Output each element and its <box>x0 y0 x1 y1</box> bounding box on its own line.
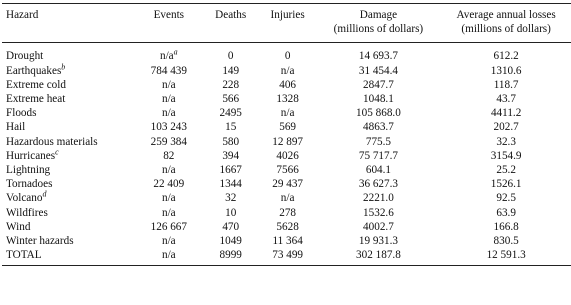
cell-hazard-text: Wind <box>6 220 31 233</box>
cell-events <box>136 248 202 266</box>
cell-annual <box>441 163 571 177</box>
cell-hazard <box>2 248 136 266</box>
cell-damage-text: 19 931.3 <box>358 235 398 248</box>
cell-events-text: n/a <box>161 93 176 106</box>
cell-events-text: n/a <box>161 192 176 205</box>
cell-damage-text: 4863.7 <box>363 121 394 134</box>
cell-deaths-text: 149 <box>222 64 240 77</box>
cell-hazard <box>2 61 136 78</box>
cell-annual-text: 32.3 <box>496 135 516 148</box>
cell-damage <box>316 149 442 163</box>
cell-annual <box>441 135 571 149</box>
cell-deaths <box>202 106 260 120</box>
table-row <box>2 106 571 120</box>
cell-events <box>136 106 202 120</box>
col-annual-header <box>441 4 571 43</box>
cell-events-text: 259 384 <box>150 135 187 148</box>
cell-deaths <box>202 234 260 248</box>
cell-injuries-text: 12 897 <box>272 135 303 148</box>
col-events-header: Events <box>153 9 185 21</box>
hazard-losses-table <box>2 3 571 266</box>
col-damage-header-line1: Damage <box>359 9 398 21</box>
cell-annual <box>441 64 571 78</box>
cell-annual <box>441 149 571 163</box>
cell-annual <box>441 248 571 266</box>
cell-deaths-text: 228 <box>222 78 240 91</box>
cell-deaths-text: 32 <box>225 192 237 205</box>
cell-hazard-text: Extreme heat <box>6 93 66 106</box>
cell-hazard-text: Floods <box>6 107 37 120</box>
cell-damage-text: 2221.0 <box>363 192 394 205</box>
cell-events-text: 126 667 <box>150 220 187 233</box>
cell-damage <box>316 43 442 64</box>
cell-hazard-text: Extreme cold <box>6 78 66 91</box>
cell-events-text: n/a <box>161 206 176 219</box>
cell-injuries <box>260 106 316 120</box>
cell-damage-text: 1048.1 <box>363 93 394 106</box>
cell-damage <box>316 248 442 266</box>
cell-hazard <box>2 220 136 234</box>
cell-annual <box>441 92 571 106</box>
cell-injuries <box>260 120 316 134</box>
cell-annual-text: 4411.2 <box>490 107 522 120</box>
cell-deaths <box>202 120 260 134</box>
cell-damage-text: 75 717.7 <box>358 149 398 162</box>
table-row <box>2 149 571 163</box>
footnote-marker: a <box>173 47 178 57</box>
cell-events <box>136 149 202 163</box>
cell-events-text: n/a <box>161 107 176 120</box>
cell-injuries <box>260 64 316 78</box>
cell-annual-text: 25.2 <box>496 164 516 177</box>
cell-annual-text: 830.5 <box>493 235 519 248</box>
cell-injuries <box>260 163 316 177</box>
cell-injuries <box>260 220 316 234</box>
cell-damage-text: 2847.7 <box>363 78 394 91</box>
cell-events <box>136 163 202 177</box>
cell-damage-text: 36 627.3 <box>358 178 398 191</box>
cell-damage <box>316 120 442 134</box>
table-row <box>2 135 571 149</box>
cell-annual <box>441 191 571 205</box>
cell-hazard <box>2 163 136 177</box>
cell-deaths <box>202 43 260 64</box>
table-row <box>2 206 571 220</box>
cell-events <box>136 234 202 248</box>
cell-injuries <box>260 92 316 106</box>
cell-deaths <box>202 191 260 205</box>
cell-injuries <box>260 191 316 205</box>
col-hazard-header: Hazard <box>6 9 39 21</box>
cell-damage <box>316 177 442 191</box>
cell-annual-text: 43.7 <box>496 93 516 106</box>
cell-injuries-text: 73 499 <box>272 249 303 262</box>
cell-injuries <box>260 78 316 92</box>
cell-hazard <box>2 234 136 248</box>
cell-annual <box>441 177 571 191</box>
cell-hazard <box>2 106 136 120</box>
cell-injuries-text: 1328 <box>276 93 299 106</box>
cell-injuries-text: n/a <box>280 64 295 77</box>
cell-injuries <box>260 177 316 191</box>
cell-annual-text: 166.8 <box>493 220 519 233</box>
cell-events-text: n/a <box>161 164 176 177</box>
cell-injuries-text: 278 <box>279 206 296 219</box>
cell-deaths-text: 1667 <box>219 164 242 177</box>
table-row <box>2 248 571 266</box>
cell-deaths-text: 15 <box>225 121 237 134</box>
cell-events-text: 82 <box>163 149 175 162</box>
cell-damage-text: 302 187.8 <box>356 249 401 262</box>
cell-hazard <box>2 120 136 134</box>
footnote-marker: d <box>42 189 47 199</box>
cell-deaths-text: 10 <box>225 206 237 219</box>
header-row <box>2 4 571 43</box>
cell-damage-text: 1532.6 <box>363 206 394 219</box>
cell-annual-text: 202.7 <box>493 121 519 134</box>
cell-deaths <box>202 248 260 266</box>
cell-injuries-text: 4026 <box>276 149 299 162</box>
cell-injuries-text: 5628 <box>276 220 299 233</box>
cell-events <box>136 191 202 205</box>
cell-injuries <box>260 43 316 64</box>
cell-hazard <box>2 92 136 106</box>
cell-hazard-text: Wildfires <box>6 206 48 219</box>
cell-damage <box>316 163 442 177</box>
table-row <box>2 234 571 248</box>
cell-annual-text: 63.9 <box>496 206 516 219</box>
cell-hazard-text: TOTAL <box>6 249 42 262</box>
cell-annual <box>441 43 571 64</box>
cell-hazard-text: Volcano <box>6 192 43 205</box>
cell-damage-text: 604.1 <box>365 164 392 177</box>
table-row <box>2 191 571 205</box>
cell-damage <box>316 234 442 248</box>
cell-annual <box>441 120 571 134</box>
table-body <box>2 43 571 266</box>
footnote-marker: b <box>61 61 66 71</box>
cell-damage-text: 31 454.4 <box>358 64 398 77</box>
cell-deaths-text: 394 <box>222 149 240 162</box>
cell-events <box>136 177 202 191</box>
cell-events-text: n/a <box>159 50 174 63</box>
cell-annual-text: 92.5 <box>496 192 516 205</box>
col-damage-header-line2: (millions of dollars) <box>333 23 424 36</box>
cell-injuries <box>260 149 316 163</box>
cell-injuries <box>260 234 316 248</box>
col-injuries-header: Injuries <box>270 9 305 21</box>
cell-events-text: 22 409 <box>153 178 185 191</box>
cell-deaths <box>202 163 260 177</box>
cell-events <box>136 78 202 92</box>
cell-hazard-text: Drought <box>6 50 44 63</box>
cell-damage <box>316 92 442 106</box>
cell-events <box>136 92 202 106</box>
cell-annual <box>441 78 571 92</box>
cell-deaths-text: 470 <box>222 220 240 233</box>
cell-damage <box>316 106 442 120</box>
cell-hazard <box>2 206 136 220</box>
cell-annual <box>441 106 571 120</box>
table-row <box>2 177 571 191</box>
cell-deaths <box>202 177 260 191</box>
cell-deaths <box>202 92 260 106</box>
cell-injuries <box>260 248 316 266</box>
cell-deaths-text: 8999 <box>219 249 242 262</box>
cell-events <box>136 206 202 220</box>
cell-hazard-text: Lightning <box>6 164 51 177</box>
cell-events <box>136 64 202 78</box>
cell-damage <box>316 78 442 92</box>
cell-hazard <box>2 78 136 92</box>
cell-hazard-text: Earthquakes <box>6 64 62 77</box>
cell-events-text: n/a <box>161 249 176 262</box>
cell-hazard <box>2 135 136 149</box>
cell-deaths-text: 2495 <box>219 107 242 120</box>
cell-injuries-text: 29 437 <box>272 178 303 191</box>
table-row <box>2 43 571 64</box>
cell-annual-text: 3154.9 <box>490 149 522 162</box>
cell-annual-text: 1526.1 <box>490 178 522 191</box>
cell-damage <box>316 191 442 205</box>
cell-events-text: n/a <box>161 78 176 91</box>
cell-events <box>136 120 202 134</box>
col-deaths-header: Deaths <box>215 9 247 21</box>
cell-damage <box>316 64 442 78</box>
cell-injuries-text: 0 <box>284 50 291 63</box>
cell-hazard-text: Winter hazards <box>6 235 74 248</box>
cell-hazard <box>2 191 136 205</box>
cell-injuries-text: n/a <box>280 192 295 205</box>
cell-events <box>136 135 202 149</box>
col-annual-header-line1: Average annual losses <box>456 9 556 21</box>
cell-injuries <box>260 135 316 149</box>
cell-deaths-text: 0 <box>227 50 234 63</box>
cell-hazard-text: Hail <box>6 121 26 134</box>
cell-annual <box>441 234 571 248</box>
cell-annual-text: 1310.6 <box>490 64 522 77</box>
cell-events-text: 103 243 <box>150 121 187 134</box>
col-annual-header-line2: (millions of dollars) <box>461 23 551 36</box>
cell-annual <box>441 220 571 234</box>
cell-injuries-text: 11 364 <box>272 235 303 248</box>
cell-damage-text: 775.5 <box>365 135 392 148</box>
table-row <box>2 120 571 134</box>
cell-deaths-text: 580 <box>222 135 240 148</box>
cell-injuries-text: n/a <box>280 107 295 120</box>
cell-events <box>136 220 202 234</box>
cell-hazard-text: Hurricanes <box>6 149 56 162</box>
cell-hazard <box>2 177 136 191</box>
table-row <box>2 163 571 177</box>
cell-hazard <box>2 149 136 163</box>
cell-damage <box>316 220 442 234</box>
cell-damage-text: 4002.7 <box>363 220 394 233</box>
cell-deaths <box>202 220 260 234</box>
cell-deaths <box>202 78 260 92</box>
cell-annual-text: 118.7 <box>493 78 519 91</box>
cell-damage <box>316 135 442 149</box>
cell-annual-text: 12 591.3 <box>486 249 526 262</box>
cell-injuries-text: 406 <box>279 78 296 91</box>
footnote-marker: c <box>55 147 59 157</box>
cell-injuries <box>260 206 316 220</box>
cell-injuries-text: 7566 <box>276 164 299 177</box>
cell-events <box>136 43 202 64</box>
table-row <box>2 220 571 234</box>
cell-events-text: n/a <box>161 235 176 248</box>
table-row <box>2 64 571 78</box>
cell-annual <box>441 206 571 220</box>
cell-deaths-text: 1344 <box>219 178 242 191</box>
cell-deaths <box>202 64 260 78</box>
table-row <box>2 78 571 92</box>
col-damage-header <box>316 4 442 43</box>
table-row <box>2 92 571 106</box>
cell-hazard-text: Tornadoes <box>6 178 53 191</box>
cell-deaths <box>202 206 260 220</box>
cell-deaths <box>202 149 260 163</box>
cell-injuries-text: 569 <box>279 121 296 134</box>
cell-damage <box>316 206 442 220</box>
cell-deaths-text: 566 <box>222 93 240 106</box>
cell-damage-text: 105 868.0 <box>356 107 401 120</box>
table-header <box>2 4 571 43</box>
cell-hazard-text: Hazardous materials <box>6 135 98 148</box>
cell-deaths <box>202 135 260 149</box>
cell-deaths-text: 1049 <box>219 235 242 248</box>
cell-annual-text: 612.2 <box>493 50 519 63</box>
cell-damage-text: 14 693.7 <box>358 50 398 63</box>
cell-hazard <box>2 43 136 64</box>
cell-events-text: 784 439 <box>150 64 187 77</box>
